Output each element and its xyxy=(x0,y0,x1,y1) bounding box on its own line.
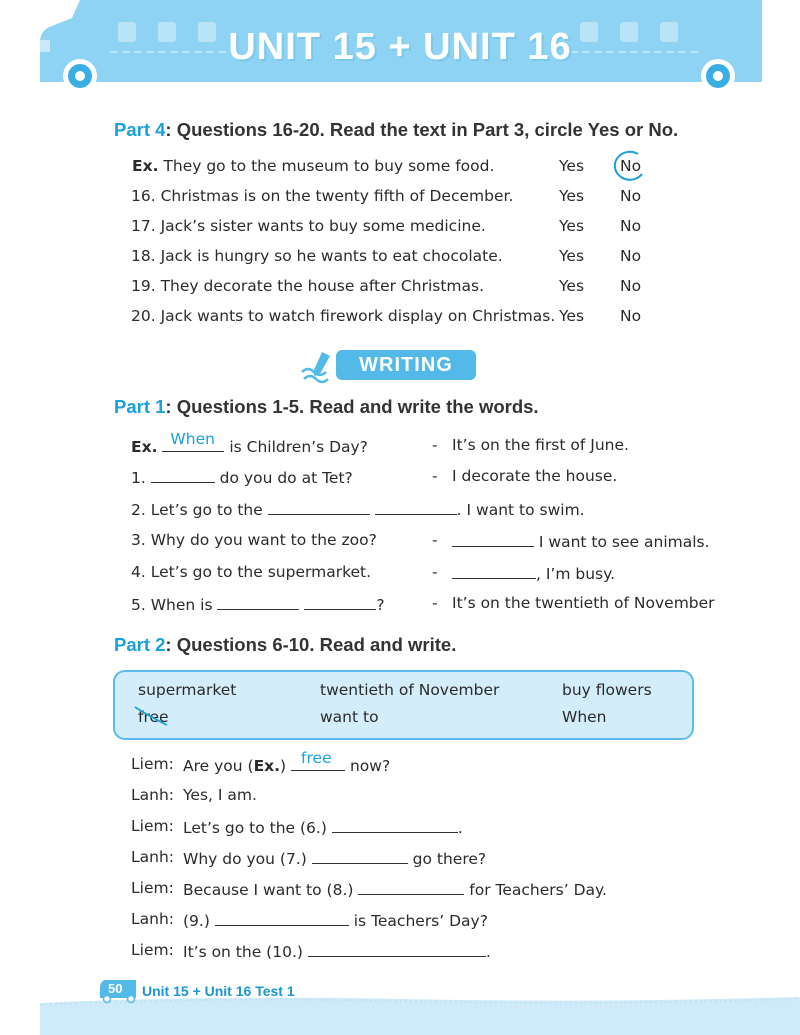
part4-item: 18. Jack is hungry so he wants to eat chocolate. xyxy=(131,247,503,265)
word-bank-item: supermarket xyxy=(138,681,237,699)
answer-blank[interactable] xyxy=(304,594,376,610)
part1-question xyxy=(131,499,585,519)
example-question-text: is Children’s Day? xyxy=(224,438,368,456)
answer-blank[interactable] xyxy=(452,563,536,579)
answer-blank[interactable] xyxy=(217,594,299,610)
example-answer: free xyxy=(301,749,332,767)
line-text: Let’s go to the (6.) xyxy=(183,819,327,837)
example-prefix: Ex. xyxy=(253,757,281,775)
line-text: It’s on the (10.) xyxy=(183,943,303,961)
yes-option[interactable]: Yes xyxy=(559,217,585,235)
answer-blank[interactable] xyxy=(215,910,349,926)
no-option[interactable]: No xyxy=(620,217,642,235)
speaker: Lanh: xyxy=(131,848,175,866)
word-bank-item: want to xyxy=(320,708,379,726)
question-text: 2. Let’s go to the xyxy=(131,501,263,519)
dash: - xyxy=(432,531,438,549)
question-end: ? xyxy=(376,596,385,614)
part4-label: Part 4 xyxy=(114,119,166,140)
answer-text: I want to see animals. xyxy=(534,533,710,551)
part4-heading xyxy=(114,119,678,141)
footer-title: Unit 15 + Unit 16 Test 1 xyxy=(142,983,295,999)
answer-blank[interactable] xyxy=(452,531,534,547)
question-text: . I want to swim. xyxy=(456,501,585,519)
answer-text: , I’m busy. xyxy=(536,565,616,583)
part1-question: 3. Why do you want to the zoo? xyxy=(131,531,377,549)
line-text: now? xyxy=(345,757,391,775)
dialog-line: Yes, I am. xyxy=(183,786,257,804)
word-bank-item: buy flowers xyxy=(562,681,652,699)
banner xyxy=(0,0,800,100)
no-option[interactable]: No xyxy=(620,187,642,205)
line-text: ) xyxy=(280,757,287,775)
yes-option[interactable]: Yes xyxy=(559,157,585,175)
no-option[interactable]: No xyxy=(620,307,642,325)
answer-text: It’s on the twentieth of November xyxy=(452,594,715,612)
line-text: . xyxy=(485,943,491,961)
dialog-line xyxy=(183,941,491,961)
speaker: Liem: xyxy=(131,817,174,835)
answer-blank[interactable] xyxy=(308,941,486,957)
line-text: . xyxy=(457,819,463,837)
no-option[interactable]: No xyxy=(620,277,642,295)
example-prefix: Ex. xyxy=(131,438,158,456)
dash: - xyxy=(432,594,438,612)
part2-heading xyxy=(114,634,456,656)
dialog-line xyxy=(183,848,486,868)
question-text: do you do at Tet? xyxy=(214,469,353,487)
unit-title: UNIT 15 + UNIT 16 xyxy=(228,26,572,68)
part4-item: 19. They decorate the house after Christmas. xyxy=(131,277,485,295)
yes-option[interactable]: Yes xyxy=(559,277,585,295)
word-bank-item: twentieth of November xyxy=(320,681,500,699)
no-option[interactable]: No xyxy=(620,247,642,265)
speaker: Liem: xyxy=(131,879,174,897)
line-text: Are you ( xyxy=(183,757,254,775)
example-prefix: Ex. xyxy=(132,157,159,175)
part2-instruction: : Questions 6-10. Read and write. xyxy=(165,634,457,655)
answer-blank[interactable] xyxy=(375,499,457,515)
example-answer: When xyxy=(170,430,215,448)
speaker: Lanh: xyxy=(131,786,175,804)
part4-item: 17. Jack’s sister wants to buy some medicine. xyxy=(131,217,486,235)
page-number: 50 xyxy=(108,981,123,996)
question-number: 1. xyxy=(131,469,146,487)
part4-item: 16. Christmas is on the twenty fifth of December. xyxy=(131,187,514,205)
example-answer-blank xyxy=(291,749,345,771)
part1-instruction: : Questions 1-5. Read and write the words. xyxy=(165,396,539,417)
word-bank-item: When xyxy=(562,708,607,726)
writing-section-tag xyxy=(300,348,480,382)
no-option-circled[interactable]: No xyxy=(620,157,642,175)
part1-question xyxy=(131,594,385,614)
answer-blank[interactable] xyxy=(151,467,215,483)
answer-blank[interactable] xyxy=(332,817,458,833)
dialog-line xyxy=(183,879,607,899)
dialog-line xyxy=(183,817,463,837)
dash: - xyxy=(432,563,438,581)
part4-example xyxy=(132,157,494,175)
line-text: is Teachers’ Day? xyxy=(348,912,488,930)
part1-example-question xyxy=(131,430,368,456)
part2-label: Part 2 xyxy=(114,634,166,655)
speaker: Liem: xyxy=(131,941,174,959)
yes-option[interactable]: Yes xyxy=(559,187,585,205)
answer-blank[interactable] xyxy=(312,848,408,864)
speaker: Liem: xyxy=(131,755,174,773)
part4-item: 20. Jack wants to watch firework display on Christmas. xyxy=(131,307,556,325)
word-bank xyxy=(113,670,694,740)
line-text: for Teachers’ Day. xyxy=(464,881,607,899)
part1-heading xyxy=(114,396,539,418)
line-text: (9.) xyxy=(183,912,210,930)
line-text: Why do you (7.) xyxy=(183,850,307,868)
example-statement: They go to the museum to buy some food. xyxy=(158,157,495,175)
example-answer-text: It’s on the first of June. xyxy=(452,436,629,454)
part4-instruction: : Questions 16-20. Read the text in Part 3, circle Yes or No. xyxy=(165,119,679,140)
writing-label: WRITING xyxy=(336,350,476,380)
dash: - xyxy=(432,467,438,485)
dialog-line xyxy=(183,749,391,775)
dash: - xyxy=(432,436,438,454)
answer-blank[interactable] xyxy=(268,499,370,515)
word-bank-item-used: free xyxy=(138,708,169,726)
yes-option[interactable]: Yes xyxy=(559,307,585,325)
part1-label: Part 1 xyxy=(114,396,166,417)
part1-answer xyxy=(452,531,710,551)
part1-question: 4. Let’s go to the supermarket. xyxy=(131,563,372,581)
answer-blank[interactable] xyxy=(358,879,464,895)
dialog-line xyxy=(183,910,488,930)
strike-mark-icon xyxy=(133,705,171,729)
speaker: Lanh: xyxy=(131,910,175,928)
part1-answer xyxy=(452,563,615,583)
part1-question xyxy=(131,467,353,487)
line-text: Because I want to (8.) xyxy=(183,881,354,899)
answer-circle-icon xyxy=(608,148,648,184)
line-text: go there? xyxy=(407,850,487,868)
example-answer-blank xyxy=(162,430,224,452)
question-text: 5. When is xyxy=(131,596,213,614)
yes-option[interactable]: Yes xyxy=(559,247,585,265)
answer-text: I decorate the house. xyxy=(452,467,618,485)
